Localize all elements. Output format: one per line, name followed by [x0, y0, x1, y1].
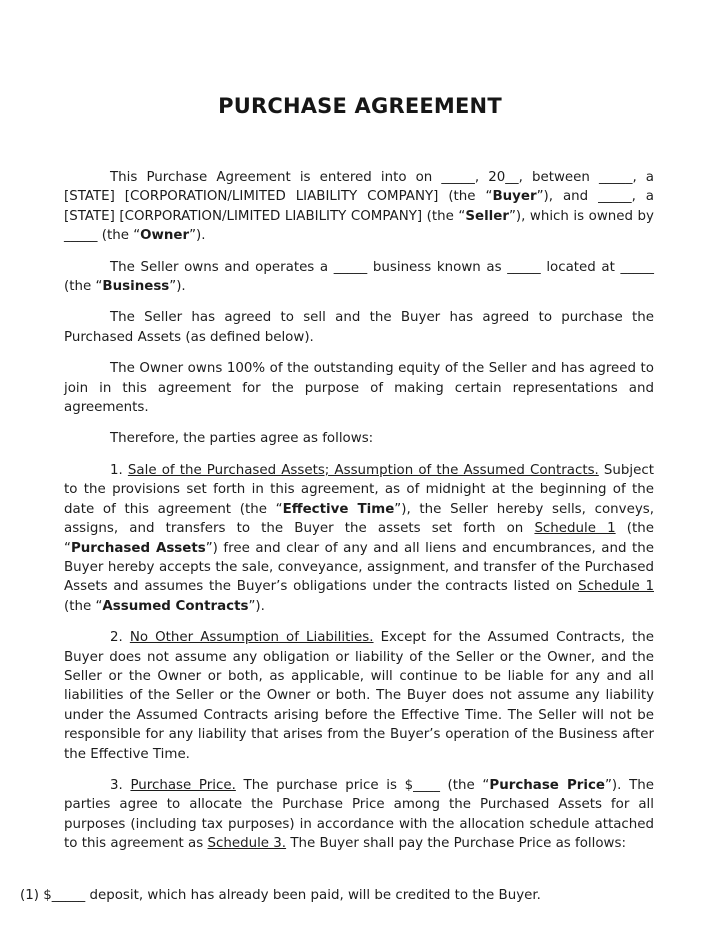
- section-1-text-5: (the “: [64, 598, 103, 614]
- intro-text-2: ”), and _____, a [STATE] [CORPORATION/LIMITED LIABILITY COMPANY] (the “: [64, 189, 654, 224]
- agreed-paragraph: The Seller has agreed to sell and the Buyer has agreed to purchase the Purchased Assets (as defined below).: [64, 310, 654, 345]
- section-1-text-2: ”), the Seller hereby sells, conveys, assigns, and transfers to the Buyer the assets set forth on: [64, 501, 654, 537]
- schedule-3-reference: Schedule 3.: [207, 836, 287, 852]
- section-2-heading: No Other Assumption of Liabilities.: [129, 630, 374, 646]
- section-3-number: 3.: [110, 777, 131, 793]
- section-3-text-1: The purchase price is $____ (the “: [235, 777, 490, 793]
- seller-term: Seller: [465, 208, 509, 224]
- section-1-text-4: ”) free and clear of any and all liens and encumbrances, and the Buyer hereby accepts the sale, conveyance, assignment, and transfer of the Purchased Assets and assumes the Buyer’s obligations under the contracts listed on: [64, 540, 654, 595]
- section-1-text-1: Subject to the provisions set forth in this agreement, as of midnight at the beginning of the date of this agreement (the “: [64, 462, 654, 517]
- section-3: [64, 776, 654, 854]
- equity-paragraph: The Owner owns 100% of the outstanding equity of the Seller and has agreed to join in this agreement for the purpose of making certain representations and agreements.: [64, 361, 654, 416]
- section-1-text-6: ”).: [248, 598, 265, 614]
- business-term: Business: [102, 279, 170, 295]
- business-text-1: The Seller owns and operates a _____ business known as _____ located at _____ (the “: [64, 259, 654, 295]
- owner-term: Owner: [140, 228, 190, 244]
- section-1-heading: Sale of the Purchased Assets; Assumption of the Assumed Contracts.: [127, 462, 599, 478]
- effective-time-term: Effective Time: [282, 501, 395, 517]
- document-title: PURCHASE AGREEMENT: [218, 94, 502, 118]
- intro-text-4: ”).: [189, 228, 206, 244]
- business-text-2: ”).: [169, 279, 186, 295]
- assumed-contracts-term: Assumed Contracts: [102, 598, 249, 614]
- business-paragraph: [64, 258, 654, 297]
- buyer-term: Buyer: [492, 189, 537, 205]
- section-1-text-3: (the “: [64, 521, 654, 556]
- purchase-price-term: Purchase Price: [489, 777, 605, 793]
- intro-paragraph: [64, 168, 654, 246]
- purchased-assets-term: Purchased Assets: [70, 540, 206, 556]
- section-3-heading: Purchase Price.: [130, 777, 236, 793]
- section-3-text-3: The Buyer shall pay the Purchase Price as follows:: [286, 836, 626, 852]
- schedule-1-reference-2: Schedule 1: [578, 579, 654, 595]
- section-2-number: 2.: [110, 630, 130, 646]
- schedule-1-reference: Schedule 1: [534, 521, 616, 537]
- document-body: [64, 168, 654, 866]
- intro-text-3: ”), which is owned by _____ (the “: [64, 208, 654, 244]
- section-1: [64, 461, 654, 616]
- section-2: [64, 628, 654, 764]
- therefore-paragraph: Therefore, the parties agree as follows:: [110, 431, 374, 447]
- section-2-text: Except for the Assumed Contracts, the Buyer does not assume any obligation or liability of the Seller or the Owner, and the Seller or the Owner or both, as applicable, will continue to be liable for any and all liabilities of the Seller or the Owner or both. The Buyer does not assume any liability under the Assumed Contracts arising before the Effective Time. The Seller will not be responsible for any liability that arises from the Buyer’s operation of the Business after the Effective Time.: [64, 630, 654, 762]
- section-1-number: 1.: [110, 462, 128, 478]
- intro-text-1: This Purchase Agreement is entered into on _____, 20__, between _____, a [STATE] [CORPORATION/LIMITED LIABILITY COMPANY] (the “: [64, 170, 654, 205]
- section-3-text-2: ”). The parties agree to allocate the Purchase Price among the Purchased Assets for all purposes (including tax purposes) in accordance with the allocation schedule attached to this agreement as: [64, 777, 654, 852]
- deposit-line: (1) $_____ deposit, which has already been paid, will be credited to the Buyer.: [20, 888, 541, 903]
